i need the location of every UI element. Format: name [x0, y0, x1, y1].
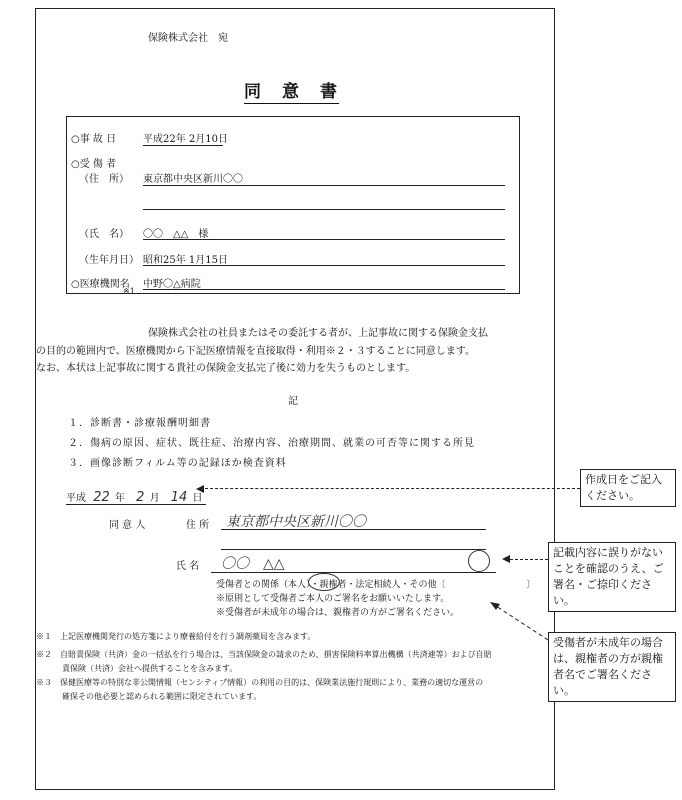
footnote-3b: 確保その他必要と認められる範囲に限定されています。 — [62, 692, 262, 701]
consenter-note-2: ※受傷者が未成年の場合は、親権者の方がご署名ください。 — [216, 608, 460, 618]
consenter-relation: 受傷者との関係（本人）・親権者・法定相続人・その他〔 〕 — [216, 580, 536, 590]
footnote-2b: 責保険（共済）会社へ提供することを含みます。 — [62, 664, 238, 673]
date-callout — [580, 469, 676, 507]
minor-callout-line-3: 者名でご署名ください。 — [553, 668, 652, 697]
minor-callout-line-2: は、親権者の方が親権 — [553, 652, 663, 665]
footnote-1: ※１ 上記医療機関発行の処方箋により療養給付を行う調剤薬局を含みます。 — [36, 632, 316, 641]
consenter-name-value: 〇〇 △△ — [221, 556, 285, 572]
relation-circle-icon — [308, 573, 340, 591]
consent-form-page — [35, 8, 555, 790]
footnote-2a: ※２ 自賠責保険（共済）金の一括払を行う場合は、当該保険金の請求のため、損害保険料率算出機構（共済連等）および自賠 — [36, 650, 492, 659]
check-arrow-icon — [502, 555, 510, 563]
date-underline — [66, 504, 206, 505]
sign-date — [66, 489, 203, 505]
check-callout-line-3: 署名・ご捺印ください。 — [553, 578, 652, 607]
hospital-label: ○医療機関名 — [71, 279, 130, 290]
body-line-1: 保険株式会社の社員またはその委託する者が、上記事故に関する保険金支払 — [148, 328, 488, 339]
birth-underline — [143, 265, 505, 266]
minor-callout — [548, 632, 676, 702]
date-callout-line-2: ください。 — [585, 489, 640, 502]
address-underline-2 — [143, 209, 505, 210]
hospital-value: 中野〇△病院 — [143, 279, 201, 290]
date-callout-line-1: 作成日をご記入 — [585, 473, 662, 486]
item-2: ２．傷病の原因、症状、既往症、治療内容、治療期間、就業の可否等に関する所見 — [68, 438, 475, 449]
name-value: 〇〇 △△ 様 — [143, 229, 209, 240]
footnote-3a: ※３ 保健医療等の特別な非公開情報（センシティブ情報）の利用の目的は、保険業法施行規則により、業務の適切な運営の — [36, 678, 484, 687]
consenter-name-label: 氏 名 — [176, 561, 200, 572]
address-value: 東京都中央区新川〇〇 — [143, 174, 243, 185]
addressee: 保険株式会社 宛 — [148, 33, 228, 44]
date-era: 平成 — [66, 493, 86, 504]
consenter-address-underline — [221, 529, 486, 530]
check-leader-line — [510, 559, 548, 560]
date-month: 2 — [136, 490, 145, 505]
consenter-note-1: ※原則として受傷者ご本人のご署名をお願いいたします。 — [216, 594, 450, 604]
consenter-address-label: 住 所 — [186, 520, 210, 531]
consenter-address-value: 東京都中央区新川〇〇 — [226, 514, 366, 530]
ki-heading: 記 — [288, 396, 298, 407]
name-label: （氏 名） — [79, 229, 129, 240]
birth-value: 昭和25年 1月15日 — [143, 255, 228, 266]
accident-info-box — [66, 116, 520, 294]
birth-label: （生年月日） — [79, 255, 139, 266]
item-1: １．診断書・診療報酬明細書 — [68, 418, 211, 429]
body-line-2: の目的の範囲内で、医療機関から下記医療情報を直接取得・利用※２・３することに同意します。 — [36, 346, 475, 357]
date-tsuki: 月 — [149, 493, 160, 504]
check-callout-line-1: 記載内容に誤りがない — [553, 546, 663, 559]
minor-callout-line-1: 受傷者が未成年の場合 — [553, 636, 663, 649]
hospital-note-marker: ※1 — [123, 287, 135, 296]
accident-date-label: ○事 故 日 — [71, 134, 117, 145]
check-callout-line-2: ことを確認のうえ、ご — [553, 562, 664, 575]
injured-label: ○受 傷 者 — [71, 159, 117, 170]
body-line-3: なお、本状は上記事故に関する貴社の保険金支払完了後に効力を失うものとします。 — [36, 363, 416, 374]
consenter-address-underline-2 — [221, 549, 486, 550]
seal-circle-icon — [468, 550, 490, 572]
date-day: 14 — [170, 490, 188, 505]
check-callout — [548, 542, 676, 612]
date-year: 22 — [93, 490, 110, 505]
item-3: ３．画像診断フィルム等の記録ほか検査資料 — [68, 458, 287, 469]
consenter-label: 同 意 人 — [109, 520, 146, 531]
date-hi: 日 — [192, 493, 203, 504]
hospital-underline — [143, 289, 505, 290]
form-title: 同 意 書 — [244, 77, 339, 104]
date-leader-line — [205, 488, 580, 489]
address-underline-1 — [143, 185, 505, 186]
consenter-name-underline — [211, 572, 496, 573]
address-label: （住 所） — [79, 174, 129, 185]
date-arrow-icon — [196, 485, 204, 493]
accident-date-value: 平成22年 2月10日 — [143, 130, 223, 146]
date-nen: 年 — [114, 493, 125, 504]
name-underline — [143, 239, 505, 240]
